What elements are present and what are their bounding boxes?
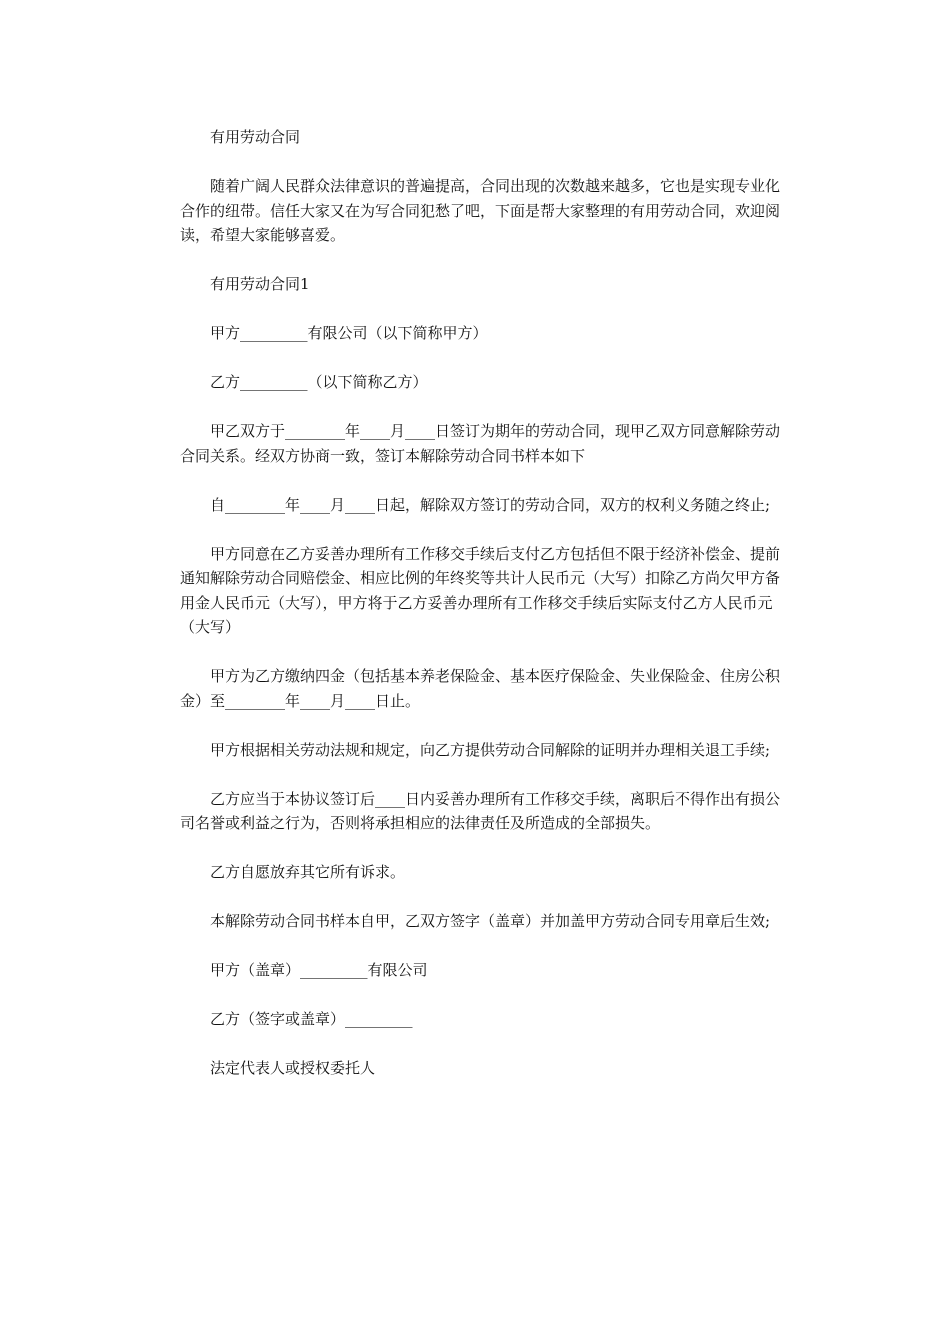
party-a-line: 甲方_________有限公司（以下简称甲方）	[210, 324, 488, 342]
clause-effective: 本解除劳动合同书样本自甲，乙双方签字（盖章）并加盖甲方劳动合同专用章后生效;	[210, 912, 771, 930]
clause-insurance: 甲方为乙方缴纳四金（包括基本养老保险金、基本医疗保险金、失业保险金、住房公积金）至________年____月____日止。	[180, 667, 781, 710]
clause-agreement: 甲乙双方于________年____月____日签订为期年的劳动合同，现甲乙双方同意解除劳动合同关系。经双方协商一致，签订本解除劳动合同书样本如下	[180, 422, 781, 465]
clause-compensation: 甲方同意在乙方妥善办理所有工作移交手续后支付乙方包括但不限于经济补偿金、提前通知解除劳动合同赔偿金、相应比例的年终奖等共计人民币元（大写）扣除乙方尚欠甲方备用金人民币元（大写），甲方将于乙方妥善办理所有工作移交手续后实际支付乙方人民币元（大写）	[180, 544, 781, 636]
document-title: 有用劳动合同	[210, 128, 301, 146]
intro-paragraph: 随着广阔人民群众法律意识的普遍提高，合同出现的次数越来越多，它也是实现专业化合作的纽带。信任大家又在为写合同犯愁了吧，下面是帮大家整理的有用劳动合同，欢迎阅读，希望大家能够喜爱。	[180, 177, 781, 244]
clause-termination-date: 自________年____月____日起，解除双方签订的劳动合同，双方的权利义务随之终止;	[210, 495, 771, 514]
signature-party-a: 甲方（盖章）_________有限公司	[210, 961, 428, 979]
clause-handover: 乙方应当于本协议签订后____日内妥善办理所有工作移交手续，离职后不得作出有损公司名誉或利益之行为，否则将承担相应的法律责任及所造成的全部损失。	[180, 789, 781, 832]
clause-waiver: 乙方自愿放弃其它所有诉求。	[210, 863, 406, 881]
legal-representative: 法定代表人或授权委托人	[210, 1059, 376, 1077]
document-page	[180, 125, 780, 1105]
signature-party-b: 乙方（签字或盖章）_________	[210, 1010, 413, 1028]
clause-certificate: 甲方根据相关劳动法规和规定，向乙方提供劳动合同解除的证明并办理相关退工手续;	[210, 740, 771, 759]
party-b-line: 乙方_________（以下简称乙方）	[210, 373, 428, 391]
section-title: 有用劳动合同1	[210, 275, 310, 293]
